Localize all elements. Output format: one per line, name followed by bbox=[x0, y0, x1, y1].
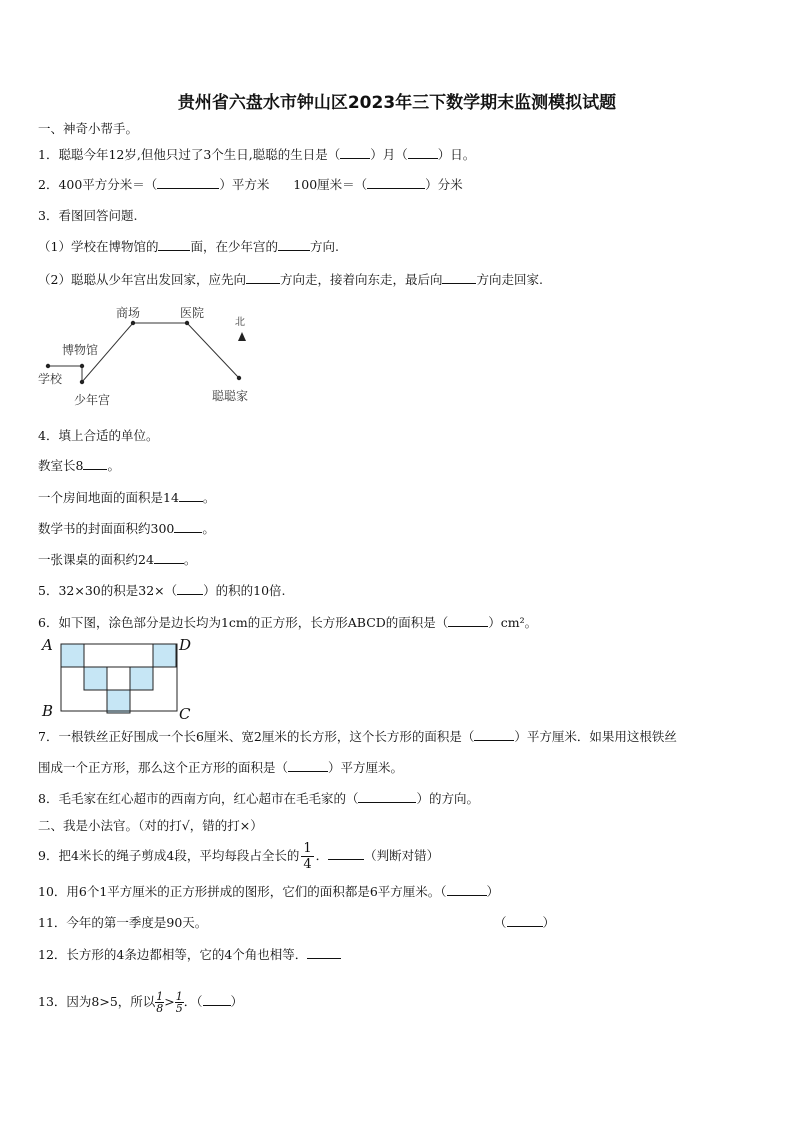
shaded-square bbox=[84, 667, 107, 690]
answer-blank[interactable] bbox=[367, 176, 425, 189]
fraction-one-fifth: $\frac{1}{5}$ bbox=[175, 990, 183, 1015]
question-3-part-2: （2）聪聪从少年宫出发回家，应先向 方向走，接着向东走，最后向 方向走回家. bbox=[38, 272, 543, 287]
north-arrow-icon bbox=[238, 332, 246, 341]
home-label: 聪聪家 bbox=[212, 389, 249, 403]
question-1: 1．聪聪今年12岁,但他只过了3个生日,聪聪的生日是（ ）月（ ）日。 bbox=[38, 147, 476, 162]
mall-point bbox=[131, 321, 135, 325]
shaded-squares bbox=[61, 644, 177, 713]
question-4-a: 教室长8 。 bbox=[38, 458, 120, 473]
answer-blank[interactable] bbox=[278, 238, 310, 251]
answer-blank[interactable] bbox=[328, 847, 364, 860]
answer-blank[interactable] bbox=[203, 993, 231, 1006]
section-heading-1: 一、神奇小帮手。 bbox=[38, 121, 139, 136]
school-label: 学校 bbox=[38, 372, 63, 386]
question-4-b: 一个房间地面的面积是14 。 bbox=[38, 490, 216, 505]
question-6: 6．如下图，涂色部分是边长均为1cm的正方形，长方形ABCD的面积是（ ）cm²。 bbox=[38, 615, 538, 630]
route-map bbox=[36, 300, 266, 415]
answer-blank[interactable] bbox=[358, 790, 416, 803]
question-8: 8．毛毛家在红心超市的西南方向，红心超市在毛毛家的（ ）的方向。 bbox=[38, 791, 479, 806]
question-7-line-1: 7．一根铁丝正好围成一个长6厘米、宽2厘米的长方形，这个长方形的面积是（ ）平方厘米．如果用这根铁丝 bbox=[38, 729, 677, 744]
shaded-square bbox=[107, 690, 130, 713]
question-4-stem: 4．填上合适的单位。 bbox=[38, 428, 159, 443]
answer-blank[interactable] bbox=[307, 946, 341, 959]
answer-blank[interactable] bbox=[442, 271, 476, 284]
answer-blank[interactable] bbox=[246, 271, 280, 284]
north-label: 北 bbox=[235, 317, 245, 328]
vertex-label-a: A bbox=[42, 636, 53, 654]
rectangle-abcd-figure bbox=[38, 636, 198, 722]
question-13: 13．因为8>5，所以 $\frac{1}{8}$ > $\frac{1}{5}$ ．（ ） bbox=[38, 990, 244, 1015]
section-heading-2: 二、我是小法官。（对的打√，错的打×） bbox=[38, 818, 263, 833]
home-point bbox=[237, 376, 241, 380]
question-7-line-2: 围成一个正方形，那么这个正方形的面积是（ ）平方厘米。 bbox=[38, 760, 404, 775]
hospital-point bbox=[185, 321, 189, 325]
school-point bbox=[46, 364, 50, 368]
answer-blank[interactable] bbox=[448, 614, 488, 627]
question-4-d: 一张课桌的面积约24 。 bbox=[38, 552, 197, 567]
vertex-label-c: C bbox=[179, 705, 191, 722]
answer-blank[interactable] bbox=[507, 914, 543, 927]
museum-point bbox=[80, 364, 84, 368]
question-5: 5．32×30的积是32×（ ）的积的10倍. bbox=[38, 583, 286, 598]
answer-blank[interactable] bbox=[408, 146, 438, 159]
question-9: 9．把4米长的绳子剪成4段，平均每段占全长的 $\frac{1}{4}$ ． （判断对错） bbox=[38, 841, 440, 872]
answer-blank[interactable] bbox=[340, 146, 370, 159]
answer-blank[interactable] bbox=[158, 238, 190, 251]
shaded-square bbox=[130, 667, 153, 690]
answer-blank[interactable] bbox=[474, 728, 514, 741]
answer-blank[interactable] bbox=[157, 176, 219, 189]
answer-blank[interactable] bbox=[177, 582, 203, 595]
answer-blank[interactable] bbox=[288, 759, 328, 772]
fraction-one-quarter: $\frac{1}{4}$ bbox=[303, 841, 312, 872]
answer-blank[interactable] bbox=[179, 489, 203, 502]
mall-label: 商场 bbox=[116, 306, 141, 320]
shaded-square bbox=[61, 644, 84, 667]
answer-blank[interactable] bbox=[154, 551, 184, 564]
answer-blank[interactable] bbox=[174, 520, 202, 533]
question-11-answer: （ ） bbox=[494, 915, 556, 930]
museum-label: 博物馆 bbox=[62, 343, 99, 357]
answer-blank[interactable] bbox=[447, 883, 487, 896]
question-4-c: 数学书的封面面积约300 。 bbox=[38, 521, 215, 536]
fraction-one-eighth: $\frac{1}{8}$ bbox=[156, 990, 164, 1015]
question-3-stem: 3．看图回答问题. bbox=[38, 208, 138, 223]
question-12: 12．长方形的4条边都相等，它的4个角也相等． bbox=[38, 946, 341, 964]
answer-blank[interactable] bbox=[83, 457, 107, 470]
question-2: 2．400平方分米＝（ ）平方米 100厘米＝（ ）分米 bbox=[38, 177, 463, 192]
vertex-label-b: B bbox=[42, 702, 54, 720]
youth-palace-point bbox=[80, 380, 84, 384]
shaded-square bbox=[153, 644, 176, 667]
youth-palace-label: 少年宫 bbox=[74, 393, 111, 407]
vertex-label-d: D bbox=[179, 636, 192, 654]
question-3-part-1: （1）学校在博物馆的 面，在少年宫的 方向. bbox=[38, 239, 339, 254]
question-11: 11．今年的第一季度是90天。 bbox=[38, 915, 208, 930]
question-10: 10．用6个1平方厘米的正方形拼成的图形，它们的面积都是6平方厘米。（ ） bbox=[38, 884, 500, 899]
page-title: 贵州省六盘水市钟山区2023年三下数学期末监测模拟试题 bbox=[177, 93, 617, 113]
hospital-label: 医院 bbox=[180, 306, 205, 320]
